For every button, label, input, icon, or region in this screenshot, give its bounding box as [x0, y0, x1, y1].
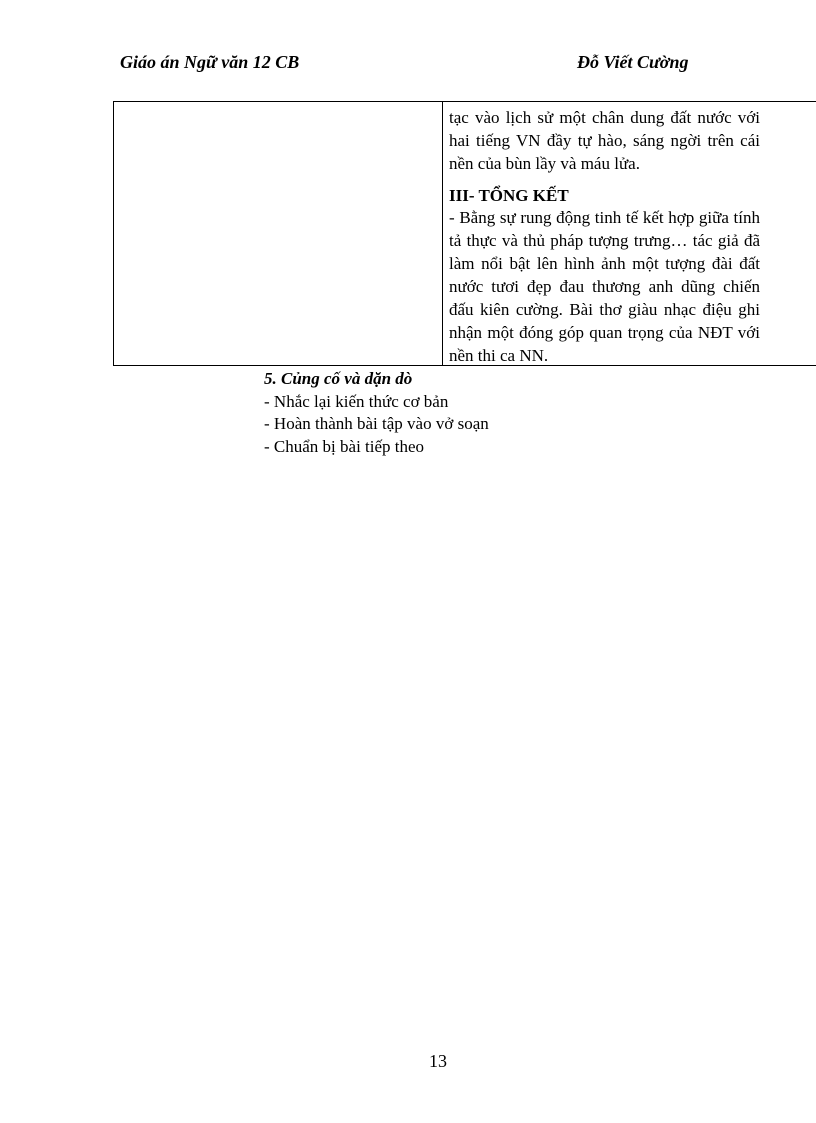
section-5-title: 5. Củng cố và dặn dò — [264, 369, 413, 388]
right-cell-paragraph-2: - Bằng sự rung động tinh tế kết hợp giữa tính tả thực và thủ pháp tượng trưng… tác giả đã làm nổi bật lên hình ảnh một tượng đài đất nước tươi đẹp đau thương anh dũng chiến đấu kiên cường. Bài thơ giàu nhạc điệu ghi nhận một đóng góp quan trọng của NĐT với nền thi ca NN. — [449, 208, 760, 365]
lesson-table — [113, 101, 816, 366]
section-5-item-2: - Hoàn thành bài tập vào vở soạn — [264, 414, 489, 433]
right-cell-paragraph-1: tạc vào lịch sử một chân dung đất nước với hai tiếng VN đầy tự hào, sáng ngời trên cái nền của bùn lầy và máu lửa. — [449, 108, 760, 173]
page-number: 13 — [429, 1051, 447, 1071]
table-left-cell — [114, 102, 443, 365]
section-5-item-3: - Chuẩn bị bài tiếp theo — [264, 437, 425, 456]
page-header — [0, 52, 816, 82]
section-5-item-1: - Nhắc lại kiến thức cơ bản — [264, 392, 449, 411]
header-course-title: Giáo án Ngữ văn 12 CB — [120, 52, 300, 72]
table-right-cell — [443, 102, 816, 365]
section-heading-tong-ket: III- TỔNG KẾT — [449, 186, 569, 205]
header-author: Đỗ Viết Cường — [577, 52, 689, 72]
